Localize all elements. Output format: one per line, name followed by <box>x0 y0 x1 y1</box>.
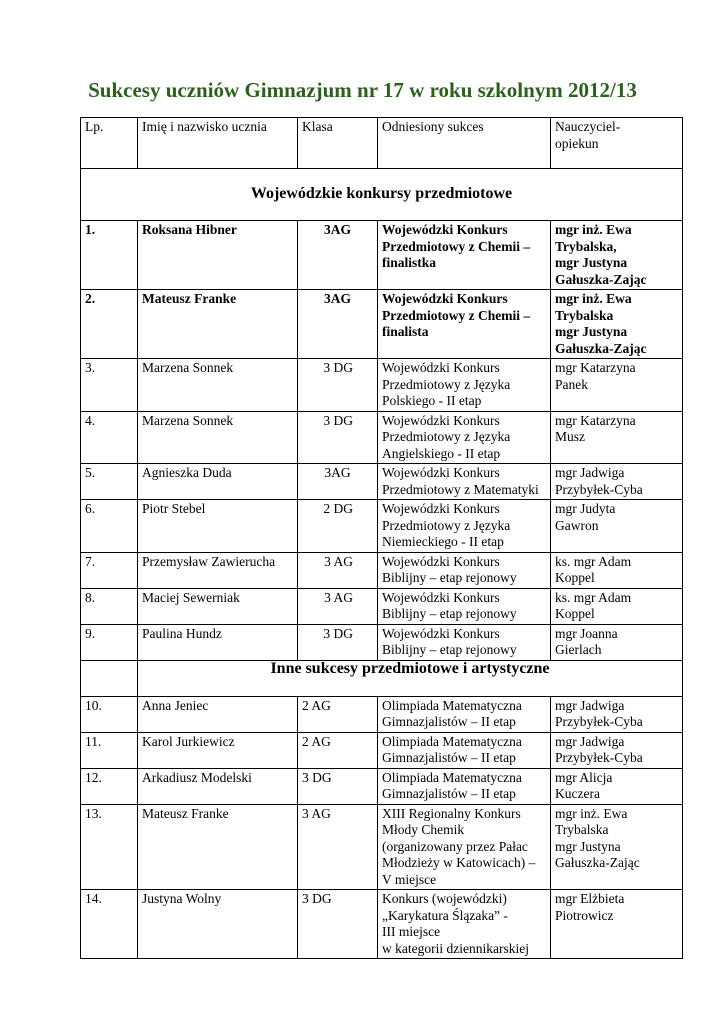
cell-name: Karol Jurkiewicz <box>138 732 298 768</box>
cell-name: Maciej Sewerniak <box>138 588 298 624</box>
cell-name: Mateusz Franke <box>138 804 298 890</box>
cell-klasa: 3 DG <box>298 411 378 464</box>
cell-success: Wojewódzki Konkurs Przedmiotowy z Języka Niemieckiego - II etap <box>378 500 551 553</box>
table-row <box>81 221 683 290</box>
cell-name: Paulina Hundz <box>138 624 298 660</box>
cell-teacher: mgr inż. Ewa Trybalska mgr Justyna Gałuszka-Zając <box>551 290 683 359</box>
cell-success: Olimpiada Matematyczna Gimnazjalistów – II etap <box>378 768 551 804</box>
cell-lp: 10. <box>81 696 138 732</box>
cell-name: Przemysław Zawierucha <box>138 552 298 588</box>
cell-klasa: 3 DG <box>298 624 378 660</box>
section-row-other <box>81 660 683 696</box>
table-row <box>81 890 683 959</box>
cell-name: Justyna Wolny <box>138 890 298 959</box>
cell-teacher: mgr Jadwiga Przybyłek-Cyba <box>551 732 683 768</box>
header-klasa: Klasa <box>298 118 378 169</box>
cell-teacher: mgr Alicja Kuczera <box>551 768 683 804</box>
cell-success: Wojewódzki Konkurs Przedmiotowy z Języka Angielskiego - II etap <box>378 411 551 464</box>
cell-success: Wojewódzki Konkurs Przedmiotowy z Języka Polskiego - II etap <box>378 359 551 412</box>
cell-name: Arkadiusz Modelski <box>138 768 298 804</box>
cell-klasa: 3 DG <box>298 890 378 959</box>
cell-lp: 7. <box>81 552 138 588</box>
cell-lp: 9. <box>81 624 138 660</box>
section-title-voivodeship: Wojewódzkie konkursy przedmiotowe <box>81 169 683 221</box>
cell-name: Piotr Stebel <box>138 500 298 553</box>
cell-klasa: 2 AG <box>298 696 378 732</box>
cell-teacher: mgr inż. Ewa Trybalska mgr Justyna Gałuszka-Zając <box>551 804 683 890</box>
cell-klasa: 3 DG <box>298 768 378 804</box>
cell-lp: 12. <box>81 768 138 804</box>
cell-klasa: 3AG <box>298 221 378 290</box>
cell-name: Mateusz Franke <box>138 290 298 359</box>
cell-lp: 2. <box>81 290 138 359</box>
cell-teacher: mgr Katarzyna Musz <box>551 411 683 464</box>
cell-success: Wojewódzki Konkurs Biblijny – etap rejonowy <box>378 588 551 624</box>
section-row-voivodeship <box>81 169 683 221</box>
cell-success: Wojewódzki Konkurs Przedmiotowy z Matematyki <box>378 464 551 500</box>
cell-lp: 8. <box>81 588 138 624</box>
cell-klasa: 3 AG <box>298 552 378 588</box>
cell-name: Marzena Sonnek <box>138 359 298 412</box>
cell-lp: 5. <box>81 464 138 500</box>
cell-klasa: 2 DG <box>298 500 378 553</box>
table-row <box>81 290 683 359</box>
table-row <box>81 804 683 890</box>
cell-success: Olimpiada Matematyczna Gimnazjalistów – II etap <box>378 696 551 732</box>
table-row <box>81 696 683 732</box>
cell-lp: 4. <box>81 411 138 464</box>
cell-lp: 1. <box>81 221 138 290</box>
cell-lp: 6. <box>81 500 138 553</box>
cell-klasa: 3 DG <box>298 359 378 412</box>
cell-success: Olimpiada Matematyczna Gimnazjalistów – II etap <box>378 732 551 768</box>
table-row <box>81 359 683 412</box>
table-row <box>81 552 683 588</box>
table-row <box>81 500 683 553</box>
cell-teacher: mgr Katarzyna Panek <box>551 359 683 412</box>
header-name: Imię i nazwisko ucznia <box>138 118 298 169</box>
table-row <box>81 732 683 768</box>
section-title-other: Inne sukcesy przedmiotowe i artystyczne <box>138 660 683 696</box>
cell-lp: 14. <box>81 890 138 959</box>
cell-success: Wojewódzki Konkurs Biblijny – etap rejonowy <box>378 552 551 588</box>
document-title: Sukcesy uczniów Gimnazjum nr 17 w roku szkolnym 2012/13 <box>88 78 637 102</box>
cell-lp: 11. <box>81 732 138 768</box>
table-row <box>81 411 683 464</box>
cell-klasa: 3 AG <box>298 588 378 624</box>
cell-teacher: mgr Judyta Gawron <box>551 500 683 553</box>
cell-name: Anna Jeniec <box>138 696 298 732</box>
cell-name: Marzena Sonnek <box>138 411 298 464</box>
cell-teacher: mgr inż. Ewa Trybalska, mgr Justyna Gałuszka-Zając <box>551 221 683 290</box>
cell-success: Wojewódzki Konkurs Przedmiotowy z Chemii – finalista <box>378 290 551 359</box>
cell-name: Agnieszka Duda <box>138 464 298 500</box>
header-lp: Lp. <box>81 118 138 169</box>
table-row <box>81 588 683 624</box>
table-row <box>81 464 683 500</box>
cell-teacher: mgr Elżbieta Piotrowicz <box>551 890 683 959</box>
cell-success: XIII Regionalny Konkurs Młody Chemik (organizowany przez Pałac Młodzieży w Katowicach) – V miejsce <box>378 804 551 890</box>
table-row <box>81 624 683 660</box>
cell-teacher: ks. mgr Adam Koppel <box>551 552 683 588</box>
cell-success: Wojewódzki Konkurs Przedmiotowy z Chemii – finalistka <box>378 221 551 290</box>
achievements-table <box>80 117 683 959</box>
cell-teacher: ks. mgr Adam Koppel <box>551 588 683 624</box>
cell-teacher: mgr Jadwiga Przybyłek-Cyba <box>551 696 683 732</box>
cell-name: Roksana Hibner <box>138 221 298 290</box>
cell-klasa: 2 AG <box>298 732 378 768</box>
cell-teacher: mgr Jadwiga Przybyłek-Cyba <box>551 464 683 500</box>
cell-lp: 3. <box>81 359 138 412</box>
cell-klasa: 3 AG <box>298 804 378 890</box>
cell-success: Konkurs (wojewódzki) „Karykatura Ślązaka” - III miejsce w kategorii dziennikarskiej <box>378 890 551 959</box>
header-row <box>81 118 683 169</box>
cell-teacher: mgr Joanna Gierlach <box>551 624 683 660</box>
cell-klasa: 3AG <box>298 290 378 359</box>
cell-success: Wojewódzki Konkurs Biblijny – etap rejonowy <box>378 624 551 660</box>
table-row <box>81 768 683 804</box>
cell-klasa: 3AG <box>298 464 378 500</box>
header-success: Odniesiony sukces <box>378 118 551 169</box>
section-spacer-cell <box>81 660 138 696</box>
cell-lp: 13. <box>81 804 138 890</box>
header-teacher: Nauczyciel- opiekun <box>551 118 683 169</box>
